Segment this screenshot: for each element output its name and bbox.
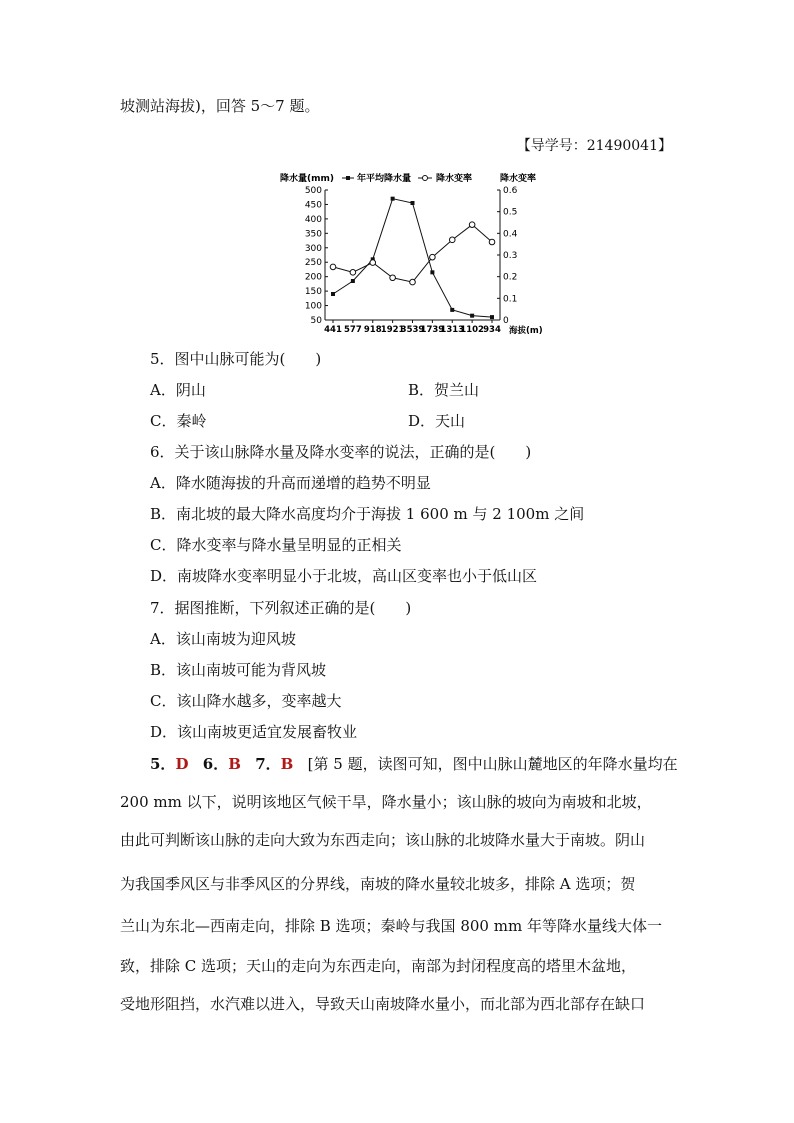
x-tick-label: 1313	[440, 325, 465, 335]
q7-option-c: C．该山降水越多，变率越大	[150, 692, 342, 710]
variability-point	[390, 275, 396, 281]
variability-point	[489, 239, 495, 245]
x-tick-label: 1102	[460, 325, 484, 335]
variability-point	[410, 279, 416, 285]
q5-stem: 5．图中山脉可能为( )	[150, 350, 322, 368]
legend-precip: 年平均降水量	[357, 174, 412, 184]
answer-first-line	[150, 754, 678, 774]
left-tick-label: 450	[304, 200, 322, 211]
right-tick-label: 0	[503, 316, 509, 326]
explanation-line-2: 由此可判断该山脉的走向大致为东西走向；该山脉的北坡降水量大于南坡。阴山	[120, 831, 646, 849]
x-tick-label: 441	[324, 325, 342, 335]
legend-circle-marker	[423, 176, 428, 181]
explanation-start: [第 5 题，读图可知，图中山脉山麓地区的年降水量均在	[307, 755, 678, 773]
axes	[325, 190, 500, 320]
q6-option-d: D．南坡降水变率明显小于北坡，高山区变率也小于低山区	[150, 567, 538, 585]
variability-point	[370, 260, 376, 266]
variability-point	[330, 264, 336, 270]
q5-option-c: C．秦岭	[150, 412, 207, 430]
q6-option-b: B．南北坡的最大降水高度均介于海拔 1 600 m 与 2 100m 之间	[150, 505, 585, 523]
series-precipitation	[331, 197, 494, 319]
legend-square-marker	[346, 176, 350, 180]
series-variability	[330, 222, 495, 285]
answer-num-6: 6．	[202, 755, 229, 773]
precipitation-chart	[280, 170, 545, 340]
left-tick-label: 500	[304, 186, 322, 196]
q5-option-d: D．天山	[408, 412, 466, 430]
precip-point	[490, 315, 494, 319]
right-tick-label: 0.3	[503, 251, 518, 261]
right-tick-label: 0.2	[503, 272, 518, 283]
left-tick-label: 150	[304, 287, 322, 298]
precip-point	[411, 201, 415, 205]
legend	[342, 172, 472, 184]
precip-point	[391, 197, 395, 201]
x-tick-label: 1739	[420, 325, 445, 335]
guide-number: 【导学号：21490041】	[516, 138, 672, 154]
q7-option-a: A．该山南坡为迎风坡	[150, 630, 296, 648]
right-tick-label: 0.1	[503, 294, 518, 305]
left-tick-label: 350	[304, 229, 322, 240]
variability-line	[333, 225, 492, 282]
answer-5: D	[175, 755, 189, 773]
q7-option-b: B．该山南坡可能为背风坡	[150, 661, 327, 679]
x-tick-label: 577	[344, 325, 362, 335]
variability-point	[469, 222, 475, 228]
intro-line: 坡测站海拔)，回答 5～7 题。	[120, 97, 320, 115]
variability-point	[430, 254, 436, 260]
right-tick-label: 0.5	[503, 207, 518, 218]
precip-point	[430, 270, 434, 274]
left-tick-label: 200	[304, 272, 322, 283]
x-tick-label: 918	[363, 325, 382, 335]
answer-6: B	[228, 755, 241, 773]
q7-stem: 7．据图推断，下列叙述正确的是( )	[150, 599, 412, 617]
q5-option-b: B．贺兰山	[408, 381, 480, 399]
left-tick-label: 300	[304, 243, 322, 254]
right-tick-label: 0.4	[503, 229, 518, 240]
right-tick-label: 0.6	[503, 186, 518, 196]
q6-stem: 6．关于该山脉降水量及降水变率的说法，正确的是( )	[150, 443, 532, 461]
precip-point	[450, 308, 454, 312]
q6-option-a: A．降水随海拔的升高而递增的趋势不明显	[150, 474, 431, 492]
answer-num-5: 5．	[150, 755, 176, 773]
variability-point	[350, 270, 356, 276]
x-ticks	[324, 320, 501, 335]
left-tick-label: 250	[304, 258, 322, 269]
answer-7: B	[280, 755, 294, 773]
x-tick-label: 934	[483, 325, 501, 335]
answer-num-7: 7．	[255, 755, 281, 773]
x-tick-label: 3539	[400, 325, 425, 335]
left-axis-title: 降水量(mm)	[280, 174, 334, 184]
precip-point	[351, 279, 355, 283]
left-tick-label: 100	[304, 301, 322, 312]
precip-point	[331, 292, 335, 296]
left-tick-label: 400	[304, 214, 322, 225]
explanation-line-4: 兰山为东北—西南走向，排除 B 选项；秦岭与我国 800 mm 年等降水量线大体一	[120, 917, 662, 935]
precip-line	[333, 199, 492, 317]
left-tick-label: 50	[310, 316, 322, 326]
q7-option-d: D．该山南坡更适宜发展畜牧业	[150, 723, 358, 741]
x-tick-label: 1921	[380, 325, 405, 335]
q5-option-a: A．阴山	[150, 381, 206, 399]
explanation-line-1: 200 mm 以下，说明该地区气候干旱，降水量小；该山脉的坡向为南坡和北坡，	[120, 793, 652, 811]
x-axis-label: 海拔(m)	[509, 326, 543, 336]
legend-variability: 降水变率	[436, 174, 473, 184]
q6-option-c: C．降水变率与降水量呈明显的正相关	[150, 536, 402, 554]
variability-point	[449, 237, 455, 243]
precip-point	[470, 314, 474, 318]
explanation-line-3: 为我国季风区与非季风区的分界线，南坡的降水量较北坡多，排除 A 选项；贺	[120, 875, 636, 893]
explanation-line-6: 受地形阻挡，水汽难以进入，导致天山南坡降水量小，而北部为西北部存在缺口	[120, 995, 646, 1013]
explanation-line-5: 致，排除 C 选项；天山的走向为东西走向，南部为封闭程度高的塔里木盆地，	[120, 957, 637, 975]
right-axis-title: 降水变率	[500, 174, 537, 184]
